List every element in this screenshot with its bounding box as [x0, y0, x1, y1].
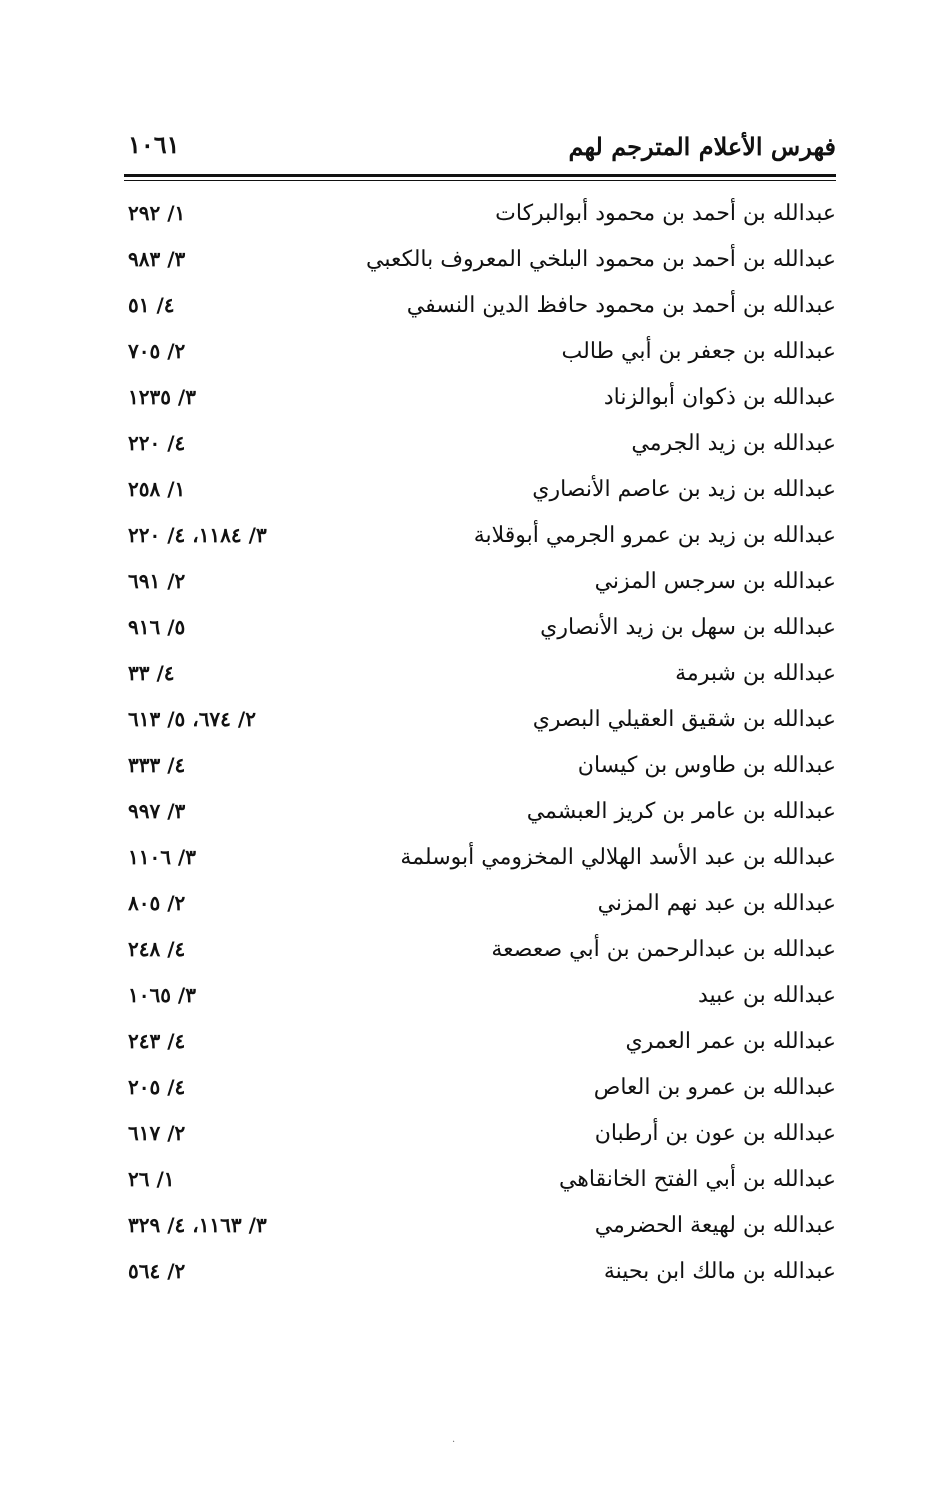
index-entry — [124, 1161, 836, 1207]
page-header — [124, 128, 836, 180]
entry-volume-page-reference: ٤/ ٢٢٠ — [128, 431, 186, 455]
entry-volume-page-reference: ٣/ ٩٨٣ — [128, 247, 186, 271]
entry-volume-page-reference: ٣/ ١٠٦٥ — [128, 983, 196, 1007]
entry-volume-page-reference: ٢/ ٨٠٥ — [128, 891, 186, 915]
entry-volume-page-reference: ٣/ ١١٦٣، ٤/ ٣٢٩ — [128, 1213, 267, 1237]
index-entry — [124, 609, 836, 655]
entry-volume-page-reference: ٤/ ٢٤٣ — [128, 1029, 186, 1053]
footer-dot-mark: · — [452, 1437, 456, 1448]
index-entry — [124, 1023, 836, 1069]
index-entry — [124, 885, 836, 931]
page-number: ١٠٦١ — [128, 130, 180, 159]
entry-name: عبدالله بن عبد نهم المزني — [597, 891, 836, 916]
entry-volume-page-reference: ٥/ ٩١٦ — [128, 615, 186, 639]
entry-volume-page-reference: ٤/ ٣٣٣ — [128, 753, 186, 777]
entry-volume-page-reference: ٤/ ٥١ — [128, 293, 175, 317]
entry-name: عبدالله بن عون بن أرطبان — [594, 1121, 836, 1146]
entry-name: عبدالله بن أبي الفتح الخانقاهي — [558, 1167, 836, 1192]
entry-name: عبدالله بن أحمد بن محمود البلخي المعروف بالكعبي — [365, 247, 836, 272]
index-entry — [124, 747, 836, 793]
index-entry — [124, 563, 836, 609]
index-entry — [124, 655, 836, 701]
entry-name: عبدالله بن سرجس المزني — [594, 569, 836, 594]
entry-name: عبدالله بن ذكوان أبوالزناد — [603, 385, 836, 410]
entry-name: عبدالله بن عبد الأسد الهلالي المخزومي أبوسلمة — [400, 845, 836, 870]
entry-volume-page-reference: ٣/ ١١٠٦ — [128, 845, 196, 869]
index-entries-list — [124, 195, 836, 1299]
index-entry — [124, 977, 836, 1023]
entry-name: عبدالله بن أحمد بن محمود حافظ الدين النسفي — [406, 293, 836, 318]
index-entry — [124, 1207, 836, 1253]
entry-name: عبدالله بن زيد بن عمرو الجرمي أبوقلابة — [473, 523, 836, 548]
entry-name: عبدالله بن أحمد بن محمود أبوالبركات — [495, 201, 836, 226]
entry-name: عبدالله بن عمرو بن العاص — [593, 1075, 836, 1100]
entry-volume-page-reference: ١/ ٢٦ — [128, 1167, 175, 1191]
entry-volume-page-reference: ٢/ ٦٩١ — [128, 569, 186, 593]
entry-volume-page-reference: ٤/ ٢٤٨ — [128, 937, 186, 961]
entry-name: عبدالله بن شقيق العقيلي البصري — [532, 707, 836, 732]
entry-name: عبدالله بن لهيعة الحضرمي — [594, 1213, 836, 1238]
header-thin-divider — [124, 180, 836, 181]
index-entry — [124, 793, 836, 839]
index-entry — [124, 839, 836, 885]
index-entry — [124, 379, 836, 425]
index-entry — [124, 931, 836, 977]
index-entry — [124, 195, 836, 241]
entry-name: عبدالله بن سهل بن زيد الأنصاري — [540, 615, 836, 640]
entry-name: عبدالله بن شبرمة — [675, 661, 836, 686]
index-entry — [124, 425, 836, 471]
entry-volume-page-reference: ٤/ ٢٠٥ — [128, 1075, 186, 1099]
entry-name: عبدالله بن عبيد — [697, 983, 836, 1008]
entry-name: عبدالله بن عامر بن كريز العبشمي — [526, 799, 836, 824]
entry-name: عبدالله بن عبدالرحمن بن أبي صعصعة — [491, 937, 836, 962]
index-entry — [124, 1253, 836, 1299]
index-entry — [124, 241, 836, 287]
index-entry — [124, 701, 836, 747]
entry-volume-page-reference: ٤/ ٣٣ — [128, 661, 175, 685]
index-entry — [124, 333, 836, 379]
entry-name: عبدالله بن زيد بن عاصم الأنصاري — [532, 477, 836, 502]
entry-volume-page-reference: ٢/ ٦١٧ — [128, 1121, 186, 1145]
index-entry — [124, 287, 836, 333]
entry-volume-page-reference: ٣/ ١٢٣٥ — [128, 385, 196, 409]
entry-name: عبدالله بن طاوس بن كيسان — [577, 753, 836, 778]
index-entry — [124, 517, 836, 563]
entry-volume-page-reference: ٣/ ٩٩٧ — [128, 799, 186, 823]
entry-name: عبدالله بن مالك ابن بحينة — [603, 1259, 836, 1284]
index-entry — [124, 1069, 836, 1115]
entry-volume-page-reference: ٢/ ٥٦٤ — [128, 1259, 186, 1283]
entry-volume-page-reference: ١/ ٢٥٨ — [128, 477, 186, 501]
entry-volume-page-reference: ٣/ ١١٨٤، ٤/ ٢٢٠ — [128, 523, 267, 547]
entry-volume-page-reference: ٢/ ٧٠٥ — [128, 339, 186, 363]
index-entry — [124, 1115, 836, 1161]
entry-name: عبدالله بن جعفر بن أبي طالب — [561, 339, 836, 364]
entry-name: عبدالله بن عمر العمري — [625, 1029, 836, 1054]
entry-volume-page-reference: ٢/ ٦٧٤، ٥/ ٦١٣ — [128, 707, 256, 731]
index-entry — [124, 471, 836, 517]
page-title: فهرس الأعلام المترجم لهم — [568, 132, 836, 161]
entry-name: عبدالله بن زيد الجرمي — [631, 431, 836, 456]
header-thick-divider — [124, 174, 836, 177]
entry-volume-page-reference: ١/ ٢٩٢ — [128, 201, 186, 225]
